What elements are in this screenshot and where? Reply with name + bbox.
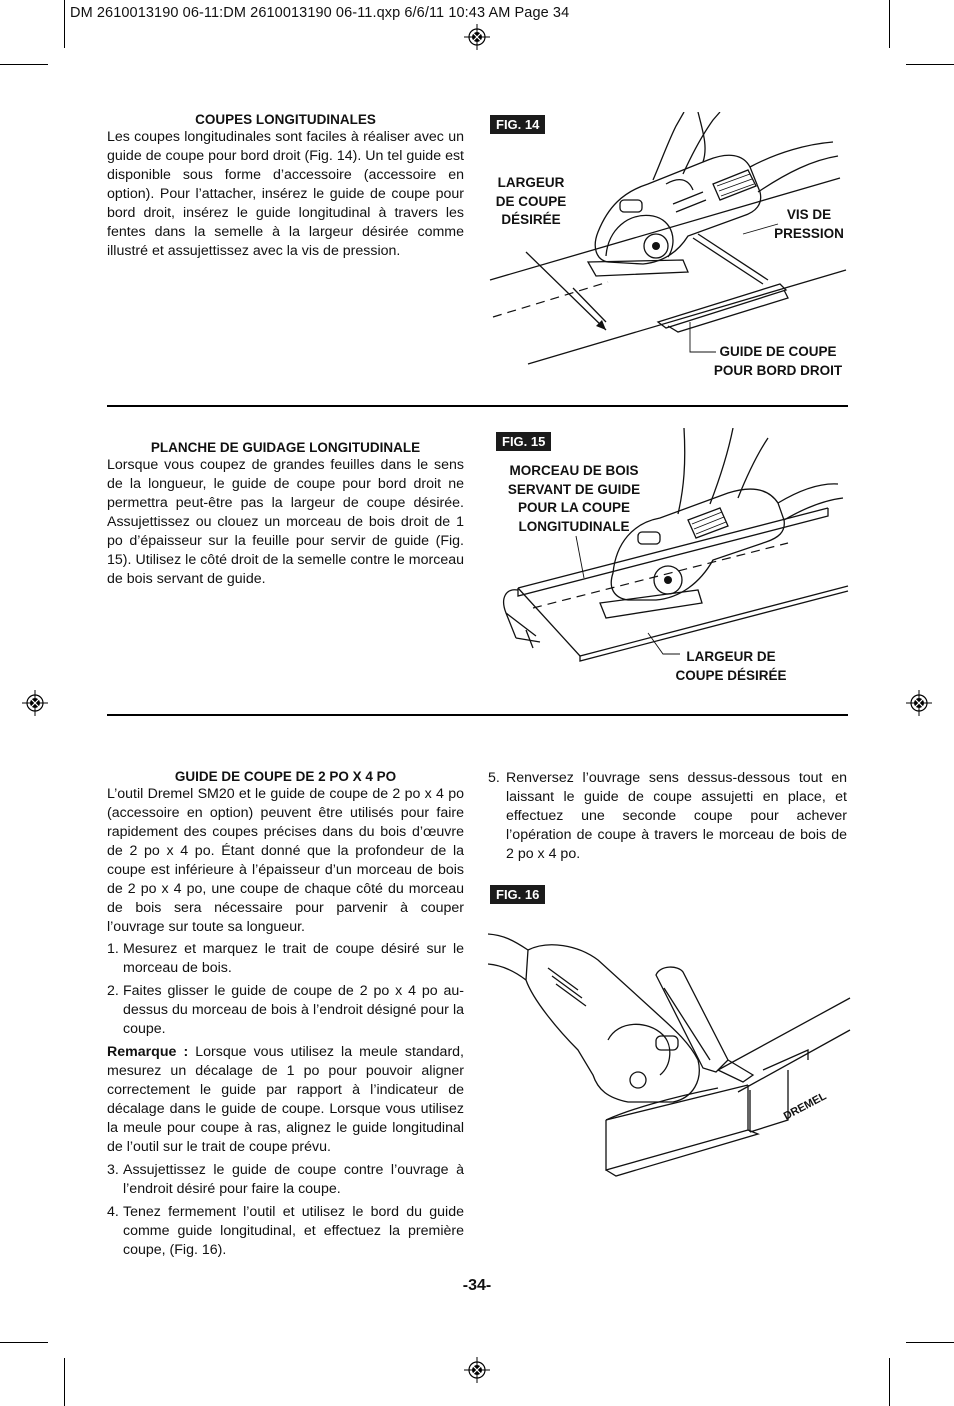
crop-mark-bottom-right-v <box>889 1358 890 1406</box>
callout-vis-de-pression <box>772 206 846 243</box>
callout-largeur-de-coupe <box>670 648 792 685</box>
callout-line: PRESSION <box>774 225 844 241</box>
registration-mark-icon <box>464 1357 490 1383</box>
section-planche-de-guidage <box>107 440 464 589</box>
list-item <box>107 982 464 1039</box>
crop-mark-bottom-left-v <box>64 1358 65 1406</box>
step-text: Faites glisser le guide de coupe de 2 po x 4 po au-dessus du morceau de bois à l’endroit désigné pour la coupe. <box>123 983 464 1037</box>
crop-mark-bottom-left-h <box>0 1342 48 1343</box>
note-text: Lorsque vous utilisez la meule standard, mesurez un décalage de 1 po pour pouvoir aligner correctement le guide par rapport à l’indicateur de décalage dans le guide de coupe. Lorsque vous utilisez la meule pour coupe à ras, alignez le guide longitudinal de l’outil sur le trait de coupe prévu. <box>107 1044 465 1155</box>
callout-line: LARGEUR <box>497 175 565 190</box>
crop-mark-top-left-h <box>0 64 48 65</box>
step-text: Renversez l’ouvrage sens dessus-dessous tout en laissant le guide de coupe assujetti en place, et effectuez une seconde coupe pour achever l’opération de coupe à travers le morceau de bois de 2 po x 4 po. <box>506 770 847 862</box>
list-item <box>107 1161 464 1199</box>
section-divider <box>107 714 848 716</box>
section-body: Les coupes longitudinales sont faciles à réaliser avec un guide de coupe pour bord droit (Fig. 14). Un tel guide est disponible sous forme d’accessoire (accessoire en option). Pour l’attacher, insérez le guide de coupe pour bord droit, insérez le guide longitudinal à travers les fentes dans la semelle à la largeur désirée comme illustré et assujettissez avec la vis de pression. <box>107 129 464 259</box>
note-label: Remarque : <box>107 1044 189 1060</box>
list-item <box>107 940 464 978</box>
section-body: Lorsque vous coupez de grandes feuilles dans le sens de la longueur, le guide de coupe pour bord droit ne permettra peut-être pas la largeur de coupe désirée. Assujettissez ou clouez un morceau de bois droit de 1 po d’épaisseur sur la feuille pour servir de guide (Fig. 15). Utilisez le côté droit de la semelle contre le morceau de bois servant de guide. <box>107 457 464 587</box>
registration-mark-icon <box>22 690 48 716</box>
crop-mark-top-right-h <box>906 64 954 65</box>
section-intro: L’outil Dremel SM20 et le guide de coupe de 2 po x 4 po (accessoire en option) peuvent être utilisés pour faire rapidement des coupes précises dans du bois d’œuvre de 2 po x 4 po. Étant donné que la profondeur de la coupe est inférieure à l’épaisseur d’un morceau de bois de 2 po x 4 po, une coupe de chaque côté du morceau de bois sera nécessaire pour parvenir à couper l’ouvrage sur toute sa longueur. <box>107 786 464 935</box>
callout-line: MORCEAU DE BOIS <box>509 463 639 478</box>
crop-mark-top-right-v <box>889 0 890 48</box>
callout-morceau-de-bois <box>496 462 652 536</box>
print-slug: DM 2610013190 06-11:DM 2610013190 06-11.qxp 6/6/11 10:43 AM Page 34 <box>70 5 570 21</box>
figure-label: FIG. 15 <box>496 432 551 451</box>
crop-mark-bottom-right-h <box>906 1342 954 1343</box>
callout-line: SERVANT DE GUIDE <box>507 481 641 497</box>
step-text: Assujettissez le guide de coupe contre l’ouvrage à l’endroit désiré pour faire la coupe. <box>123 1162 464 1197</box>
section-coupes-longitudinales <box>107 112 464 261</box>
step-number: 5. <box>488 770 500 786</box>
step-number: 2. <box>107 983 119 999</box>
list-item <box>107 1203 464 1260</box>
callout-line: LARGEUR DE <box>686 649 776 664</box>
steps-list <box>488 769 847 864</box>
page-number: -34- <box>462 1277 492 1294</box>
note-paragraph <box>107 1043 464 1157</box>
section-guide-2x4 <box>107 769 464 1260</box>
figure-14-illustration <box>488 112 850 374</box>
figure-16-illustration <box>488 920 852 1182</box>
step-number: 4. <box>107 1204 119 1220</box>
section-guide-2x4-right <box>488 769 847 864</box>
callout-line: DE COUPE <box>495 193 567 209</box>
step-text: Tenez fermement l’outil et utilisez le bord du guide comme guide longitudinal, et effectuez la première coupe, (Fig. 16). <box>123 1204 464 1258</box>
callout-line: POUR BORD DROIT <box>713 362 843 378</box>
steps-list <box>107 1161 464 1260</box>
step-text: Mesurez et marquez le trait de coupe désiré sur le morceau de bois. <box>123 941 464 976</box>
brand-mark: DREMEL <box>781 1090 829 1123</box>
registration-mark-icon <box>464 24 490 50</box>
figure-label: FIG. 16 <box>490 885 545 904</box>
steps-list <box>107 940 464 1039</box>
section-divider <box>107 405 848 407</box>
callout-guide-de-coupe <box>708 343 848 380</box>
callout-line: POUR LA COUPE <box>517 500 630 515</box>
step-number: 1. <box>107 941 119 957</box>
callout-line: COUPE DÉSIRÉE <box>675 667 787 683</box>
crop-mark-top-left-v <box>64 0 65 48</box>
callout-line: VIS DE <box>786 207 832 222</box>
registration-mark-icon <box>906 690 932 716</box>
callout-line: LONGITUDINALE <box>518 518 630 534</box>
section-heading: PLANCHE DE GUIDAGE LONGITUDINALE <box>150 440 421 455</box>
callout-line: DÉSIRÉE <box>501 212 561 227</box>
figure-label: FIG. 14 <box>490 115 545 134</box>
callout-line: GUIDE DE COUPE <box>719 344 837 359</box>
section-heading: COUPES LONGITUDINALES <box>195 112 376 127</box>
step-number: 3. <box>107 1162 119 1178</box>
list-item <box>488 769 847 864</box>
section-heading: GUIDE DE COUPE DE 2 PO X 4 PO <box>174 769 397 784</box>
callout-largeur-de-coupe <box>492 174 570 230</box>
